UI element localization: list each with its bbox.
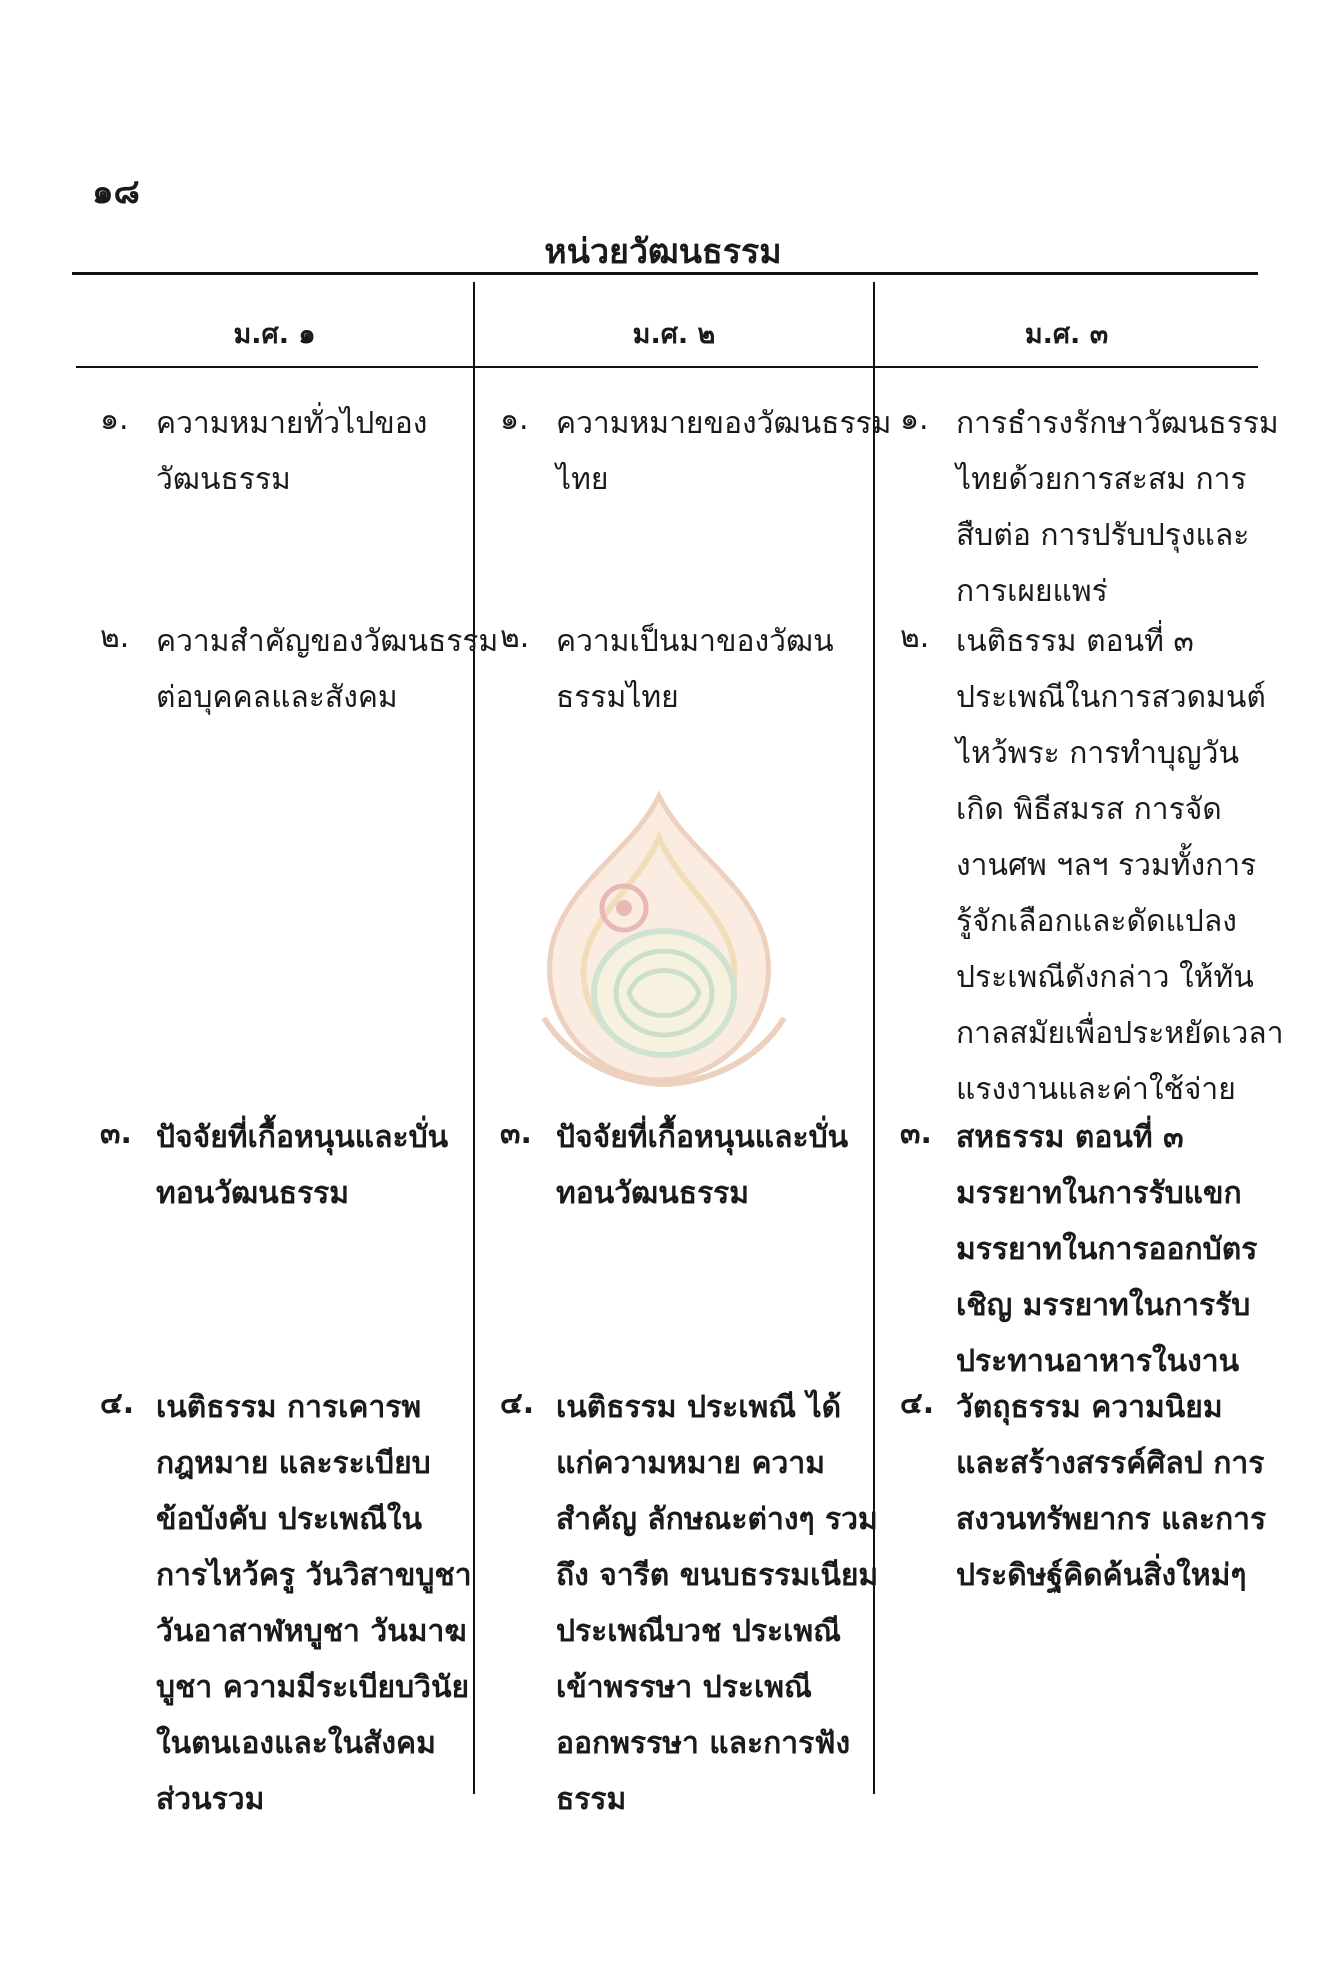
item-line: ไทย xyxy=(556,462,609,497)
item-line: วัฒนธรรม xyxy=(156,462,291,497)
item-number: ๒. xyxy=(900,620,930,655)
item-line: ต่อบุคคลและสังคม xyxy=(156,680,398,715)
item-number: ๑. xyxy=(500,402,529,437)
item-line: ทอนวัฒนธรรม xyxy=(156,1176,350,1211)
item-line: การธำรงรักษาวัฒนธรรม xyxy=(956,406,1279,441)
column-header-ms1: ม.ศ. ๑ xyxy=(233,319,316,350)
item-line: มรรยาทในการออกบัตร xyxy=(956,1232,1258,1267)
item-line: แรงงานและค่าใช้จ่าย xyxy=(956,1072,1236,1107)
emblem-watermark-icon xyxy=(514,788,804,1088)
item-number: ๔. xyxy=(500,1386,535,1421)
item-line: ถึง จารีต ขนบธรรมเนียม xyxy=(556,1558,879,1593)
item-line: สืบต่อ การปรับปรุงและ xyxy=(956,518,1250,553)
item-line: ประเพณีดังกล่าว ให้ทัน xyxy=(956,960,1254,995)
item-line: ข้อบังคับ ประเพณีใน xyxy=(156,1502,423,1537)
item-number: ๓. xyxy=(500,1116,532,1151)
item-line: วัตถุธรรม ความนิยม xyxy=(956,1390,1223,1425)
item-number: ๓. xyxy=(100,1116,132,1151)
item-line: รู้จักเลือกและดัดแปลง xyxy=(956,904,1237,939)
item-line: และสร้างสรรค์ศิลป การ xyxy=(956,1446,1265,1481)
item-line: สงวนทรัพยากร และการ xyxy=(956,1502,1267,1537)
item-line: งานศพ ฯลฯ รวมทั้งการ xyxy=(956,848,1257,883)
item-line: ไหว้พระ การทำบุญวัน xyxy=(956,736,1239,771)
item-line: แก่ความหมาย ความ xyxy=(556,1446,825,1481)
item-line: มรรยาทในการรับแขก xyxy=(956,1176,1242,1211)
item-number: ๔. xyxy=(900,1386,935,1421)
item-number: ๒. xyxy=(500,620,530,655)
item-line: การไหว้ครู วันวิสาขบูชา xyxy=(156,1558,472,1593)
header-bottom-rule xyxy=(76,366,1258,368)
item-line: ธรรมไทย xyxy=(556,680,679,715)
item-line: สหธรรม ตอนที่ ๓ xyxy=(956,1120,1184,1155)
page-title: หน่วยวัฒนธรรม xyxy=(544,232,782,272)
item-line: ความเป็นมาของวัฒน xyxy=(556,624,834,659)
item-line: ในตนเองและในสังคม xyxy=(156,1726,436,1761)
item-line: เชิญ มรรยาทในการรับ xyxy=(956,1288,1251,1323)
item-number: ๑. xyxy=(900,402,929,437)
item-number: ๔. xyxy=(100,1386,135,1421)
item-line: เกิด พิธีสมรส การจัด xyxy=(956,792,1222,827)
item-line: ประทานอาหารในงาน xyxy=(956,1344,1240,1379)
item-line: ไทยด้วยการสะสม การ xyxy=(956,462,1247,497)
item-line: ประดิษฐ์คิดค้นสิ่งใหม่ๆ xyxy=(956,1558,1247,1593)
item-line: ส่วนรวม xyxy=(156,1782,265,1817)
item-line: เข้าพรรษา ประเพณี xyxy=(556,1670,812,1705)
page-number: ๑๘ xyxy=(92,172,140,212)
item-line: สำคัญ ลักษณะต่างๆ รวม xyxy=(556,1502,878,1537)
item-line: เนติธรรม ประเพณี ได้ xyxy=(556,1390,842,1425)
item-line: กฎหมาย และระเบียบ xyxy=(156,1446,431,1481)
item-line: ประเพณีในการสวดมนต์ xyxy=(956,680,1266,715)
column-header-ms2: ม.ศ. ๒ xyxy=(632,319,716,350)
item-line: การเผยแพร่ xyxy=(956,574,1108,609)
column-divider-1 xyxy=(473,282,475,1794)
item-line: ออกพรรษา และการฟัง xyxy=(556,1726,851,1761)
item-number: ๓. xyxy=(900,1116,932,1151)
item-line: กาลสมัยเพื่อประหยัดเวลา xyxy=(956,1016,1284,1051)
item-line: เนติธรรม ตอนที่ ๓ xyxy=(956,624,1194,659)
item-line: ความหมายทั่วไปของ xyxy=(156,406,428,441)
item-line: วันอาสาฬหบูชา วันมาฆ xyxy=(156,1614,467,1649)
item-line: ปัจจัยที่เกื้อหนุนและบั่น xyxy=(156,1120,449,1155)
item-line: ความสำคัญของวัฒนธรรม xyxy=(156,624,499,659)
item-number: ๑. xyxy=(100,402,129,437)
item-line: เนติธรรม การเคารพ xyxy=(156,1390,422,1425)
table-top-rule xyxy=(72,272,1258,275)
item-line: ประเพณีบวช ประเพณี xyxy=(556,1614,841,1649)
item-line: ปัจจัยที่เกื้อหนุนและบั่น xyxy=(556,1120,849,1155)
column-header-ms3: ม.ศ. ๓ xyxy=(1024,319,1109,350)
item-line: ธรรม xyxy=(556,1782,627,1817)
item-line: ทอนวัฒนธรรม xyxy=(556,1176,750,1211)
item-line: บูชา ความมีระเบียบวินัย xyxy=(156,1670,470,1705)
item-line: ความหมายของวัฒนธรรม xyxy=(556,406,892,441)
item-number: ๒. xyxy=(100,620,130,655)
